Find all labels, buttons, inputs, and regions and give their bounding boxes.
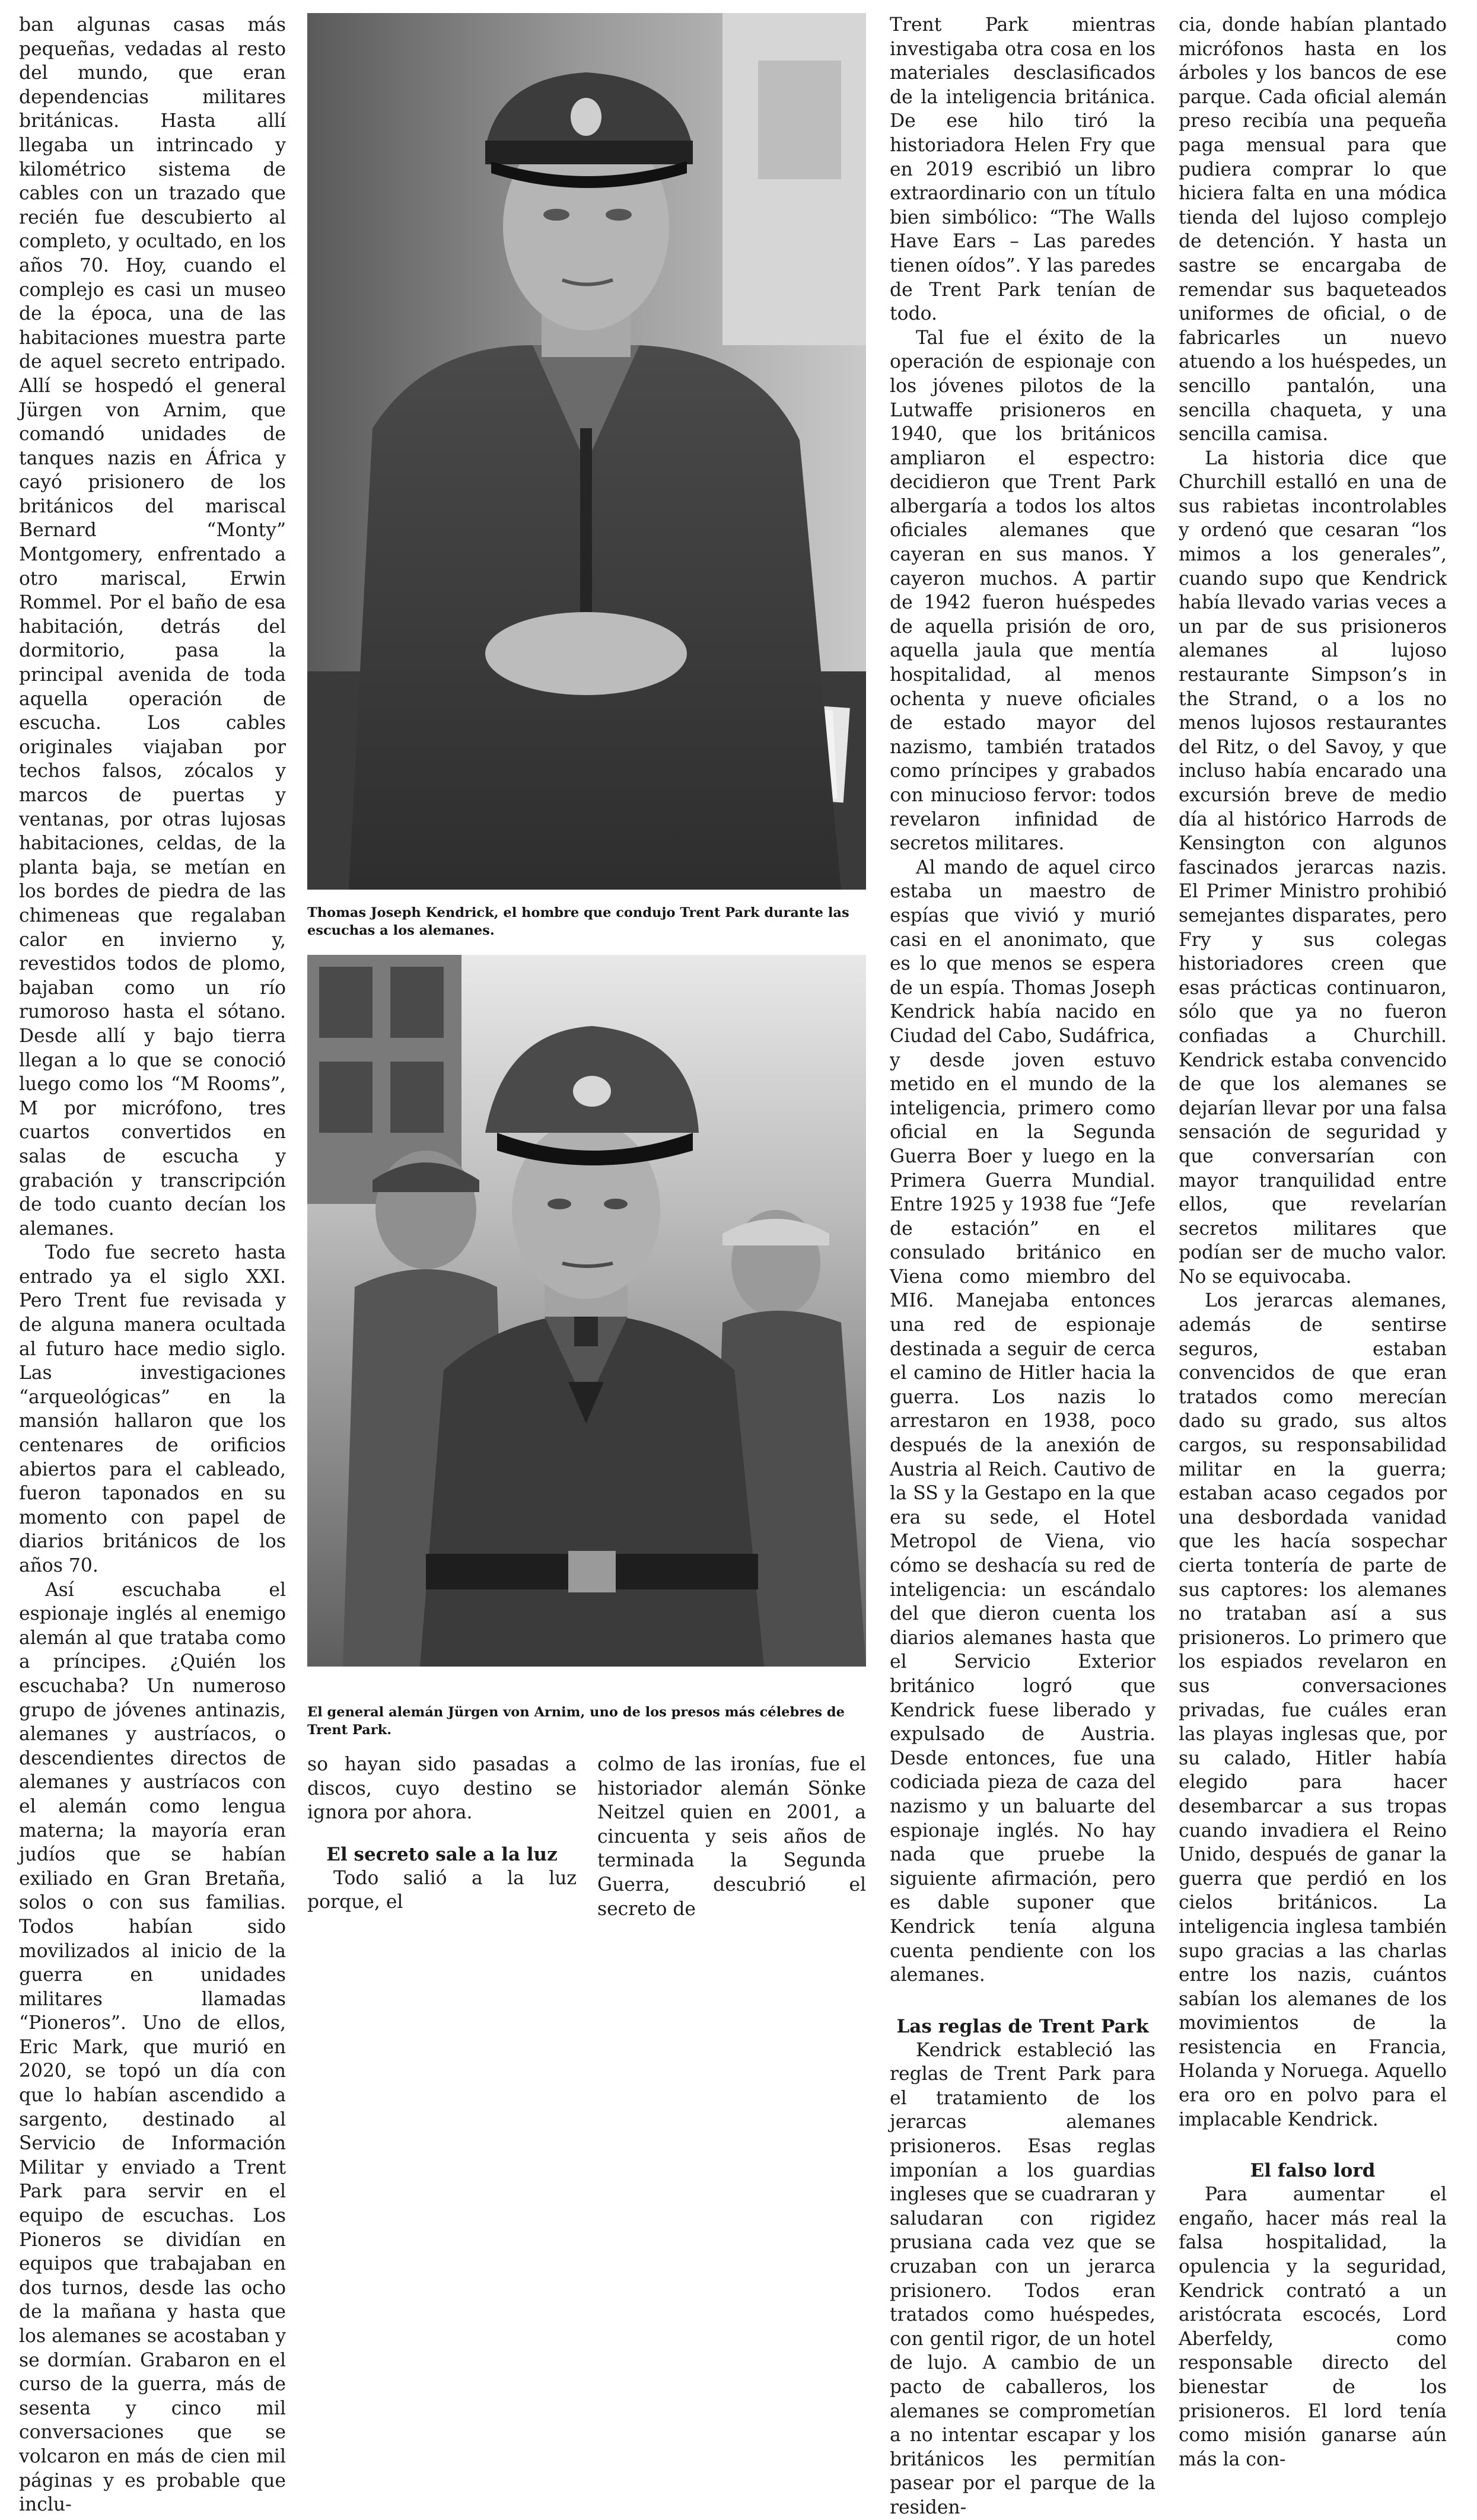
photo-caption: Thomas Joseph Kendrick, el hombre que condujo Trent Park durante las escuchas a los alemanes. bbox=[307, 905, 849, 938]
section-heading: El secreto sale a la luz bbox=[326, 1843, 558, 1865]
paragraph: Tal fue el éxito de la operación de espionaje con los jóvenes pilotos de la Lutwaffe prisioneros en 1940, que los británicos ampliaron el espectro: decidieron que Trent Park albergaría a todos los altos oficiales alemanes que cayeran en sus manos. Y cayeron muchos. A partir de 1942 fueron huéspedes de aquella prisión de oro, aquella jaula que mentía hospitalidad, al menos ochenta y nueve oficiales de estado mayor del nazismo, también tratados como príncipes y grabados con minucioso fervor: todos revelaron infinidad de secretos militares. bbox=[890, 327, 1156, 855]
paragraph: ban algunas casas más pequeñas, vedadas al resto del mundo, que eran dependencias militares británicas. Hasta allí llegaba un intrincado y kilométrico sistema de cables con un trazado que recién fue descubierto al completo, y ocultado, en los años 70. Hoy, cuando el complejo es casi un museo de la época, una de las habitaciones muestra parte de aquel secreto entripado. Allí se hospedó el general Jürgen von Arnim, que comandó unidades de tanques nazis en África y cayó prisionero de los británicos del mariscal Bernard “Monty” Montgomery, enfrentado a otro mariscal, Erwin Rommel. Por el baño de esa habitación, detrás del dormitorio, pasa la principal avenida de toda aquella operación de escucha. Los cables originales viajaban por techos falsos, zócalos y marcos de puertas y ventanas, por otras lujosas habitaciones, celdas, de la planta baja, se metían en los bordes de piedra de las chimeneas que regalaban calor en invierno y, revestidos todos de plomo, bajaban como un río rumoroso hasta el sótano. Desde allí y bajo tierra llegan a lo que se conoció luego como los “M Rooms”, M por micrófono, tres cuartos convertidos en salas de escucha y grabación y transcripción de todo cuanto decían los alemanes. bbox=[19, 14, 286, 1240]
von-arnim-photo bbox=[307, 955, 866, 1667]
article-column-2a bbox=[307, 1753, 577, 1913]
von-arnim-portrait-image bbox=[307, 955, 866, 1667]
section-heading: Las reglas de Trent Park bbox=[896, 2015, 1149, 2037]
paragraph: so hayan sido pasadas a discos, cuyo destino se ignora por ahora. bbox=[307, 1754, 577, 1824]
paragraph: Al mando de aquel circo estaba un maestro de espías que vivió y murió casi en el anonimato, que es lo que menos se espera de un espía. Thomas Joseph Kendrick había nacido en Ciudad del Cabo, Sudáfrica, y desde joven estuvo metido en el mundo de la inteligencia, primero como oficial en la Segunda Guerra Boer y luego en la Primera Guerra Mundial. Entre 1925 y 1938 fue “Jefe de estación” en el consulado británico en Viena como miembro del MI6. Manejaba entonces una red de espionaje destinada a seguir de cerca el camino de Hitler hacia la guerra. Los nazis lo arrestaron en 1938, poco después de la anexión de Austria al Reich. Cautivo de la SS y la Gestapo en la que era su sede, el Hotel Metropol de Viena, vio cómo se deshacía su red de inteligencia: un escándalo del que dieron cuenta los diarios alemanes hasta que el Servicio Exterior británico logró que Kendrick fuese liberado y expulsado de Austria. Desde entonces, fue una codiciada pieza de caza del nazismo y un baluarte del espionaje inglés. No hay nada que pruebe la siguiente afirmación, pero es dable suponer que Kendrick tenía alguna cuenta pendiente con los alemanes. bbox=[890, 856, 1156, 1986]
photo-caption: El general alemán Jürgen von Arnim, uno de los presos más célebres de Trent Park. bbox=[307, 1705, 845, 1738]
kendrick-photo bbox=[307, 13, 866, 890]
article-column-3 bbox=[890, 13, 1156, 2518]
kendrick-portrait-image bbox=[307, 13, 866, 890]
paragraph: Los jerarcas alemanes, además de sentirse seguros, estaban convencidos de que eran tratados como merecían dado su grado, sus altos cargos, su responsabilidad militar en la guerra; estaban acaso cegados por una desbordada vanidad que les hacía sospechar cierta tontería de parte de sus captores: los alemanes no trataban así a sus prisioneros. Lo primero que los espiados revelaron en sus conversaciones privadas, fue cuáles eran las playas inglesas que, por su calado, Hitler había elegido para hacer desembarcar a sus tropas cuando invadiera el Reino Unido, después de ganar la guerra que perdió en los cielos británicos. La inteligencia inglesa también supo gracias a las charlas entre los nazis, cuántos sabían los alemanes de los movimientos de la resistencia en Francia, Holanda y Noruega. Aquello era oro en polvo para el implacable Kendrick. bbox=[1179, 1290, 1447, 2130]
paragraph: La historia dice que Churchill estalló en una de sus rabietas incontrolables y ordenó que cesaran “los mimos a los generales”, cuando supo que Kendrick había llevado varias veces a un par de sus prisioneros alemanes al lujoso restaurante Simpson’s in the Strand, o a los no menos lujosos restaurantes del Ritz, o del Savoy, y que incluso había encarado una excursión breve de medio día al histórico Harrods de Kensington con algunos fascinados jerarcas nazis. El Primer Ministro prohibió semejantes disparates, pero Fry y sus colegas historiadores creen que esas prácticas continuaron, sólo que ya no fueron confiadas a Churchill. Kendrick estaba convencido de que los alemanes se dejarían llevar por una falsa sensación de seguridad y que conversarían con mayor tranquilidad entre ellos, que revelarían secretos militares que podían ser de mucho valor. No se equivocaba. bbox=[1179, 447, 1447, 1288]
paragraph: Trent Park mientras investigaba otra cosa en los materiales desclasificados de la inteligencia británica. De ese hilo tiró la historiadora Helen Fry que en 2019 escribió un libro extraordinario con un título bien simbólico: “The Walls Have Ears – Las paredes tienen oídos”. Y las paredes de Trent Park tenían de todo. bbox=[890, 14, 1156, 325]
article-column-1 bbox=[19, 13, 286, 2516]
paragraph: Todo fue secreto hasta entrado ya el siglo XXI. Pero Trent fue revisada y de alguna manera ocultada al futuro hace medio siglo. Las investigaciones “arqueológicas” en la mansión hallaron que los centenares de orificios abiertos para el cableado, fueron taponados en su momento con papel de diarios británicos de los años 70. bbox=[19, 1242, 286, 1576]
paragraph: Así escuchaba el espionaje inglés al enemigo alemán al que trataba como a príncipes. ¿Quién los escuchaba? Un numeroso grupo de jóvenes antinazis, alemanes y austríacos, o descendientes directos de alemanes y austríacos con el alemán como lengua materna; la mayoría eran judíos que se habían exiliado en Gran Bretaña, solos o con sus familias. Todos habían sido movilizados al inicio de la guerra en unidades militares llamadas “Pioneros”. Uno de ellos, Eric Mark, que murió en 2020, se topó un día con que lo habían ascendido a sargento, destinado al Servicio de Información Militar y enviado a Trent Park para servir en el equipo de escuchas. Los Pioneros se dividían en equipos que trabajaban en dos turnos, desde las ocho de la mañana y hasta que los alemanes se acostaban y se dormían. Grabaron en el curso de la guerra, más de sesenta y cinco mil conversaciones que se volcaron en más de cien mil páginas y es probable que inclu- bbox=[19, 1579, 286, 2516]
paragraph: Kendrick estableció las reglas de Trent Park para el tratamiento de los jerarcas alemanes prisioneros. Esas reglas imponían a los guardias ingleses que se cuadraran y saludaran con rigidez prusiana cada vez que se cruzaban con un jerarca prisionero. Todos eran tratados como huéspedes, con gentil rigor, de un hotel de lujo. A cambio de un pacto de caballeros, los alemanes se comprometían a no intentar escapar y los británicos les permitían pasear por el parque de la residen- bbox=[890, 2039, 1156, 2518]
article-column-2b bbox=[597, 1753, 866, 1920]
section-heading: El falso lord bbox=[1250, 2160, 1376, 2182]
paragraph: cia, donde habían plantado micrófonos hasta en los árboles y los bancos de ese parque. Cada oficial alemán preso recibía una pequeña paga mensual para que pudiera comprar lo que hiciera falta en una módica tienda del lujoso complejo de detención. Y hasta un sastre se encargaba de remendar sus baqueteados uniformes de oficial, o de fabricarles un nuevo atuendo a los huéspedes, un sencillo pantalón, una sencilla chaqueta, y una sencilla camisa. bbox=[1179, 14, 1447, 445]
paragraph: colmo de las ironías, fue el historiador alemán Sönke Neitzel quien en 2001, a cincuenta y seis años de terminada la Segunda Guerra, descubrió el secreto de bbox=[597, 1754, 866, 1920]
article-column-4 bbox=[1179, 13, 1447, 2470]
paragraph: Para aumentar el engaño, hacer más real la falsa hospitalidad, la opulencia y la seguridad, Kendrick contrató a un aristócrata escocés, Lord Aberfeldy, como responsable directo del bienestar de los prisioneros. El lord tenía como misión ganarse aún más la con- bbox=[1179, 2184, 1447, 2470]
paragraph: Todo salió a la luz porque, el bbox=[307, 1867, 577, 1913]
